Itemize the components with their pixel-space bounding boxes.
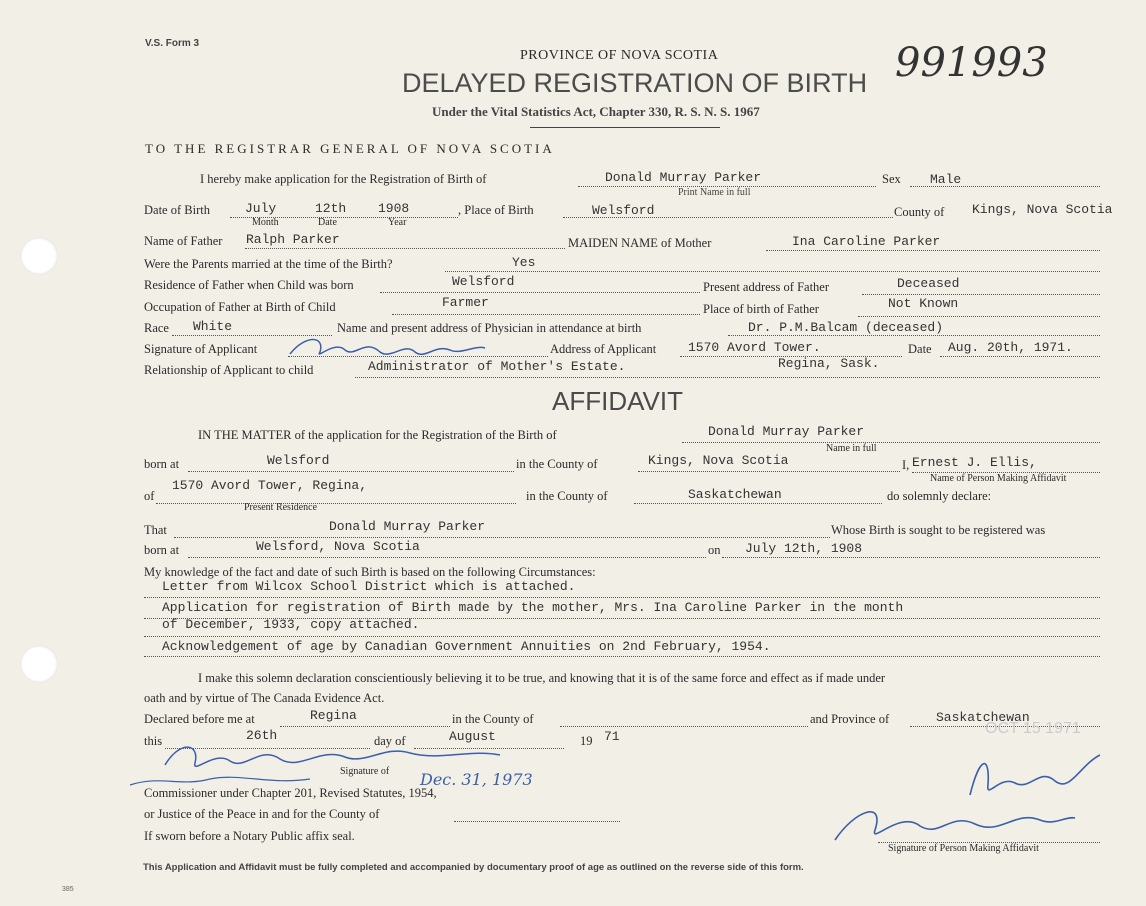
county-label-2: in the County of — [516, 457, 598, 471]
title-rule — [530, 127, 720, 128]
corner-code: 385 — [62, 886, 74, 893]
present-address-label: Present address of Father — [703, 280, 830, 294]
county-value-2: Kings, Nova Scotia — [648, 453, 789, 468]
born-at-value-2: Welsford, Nova Scotia — [256, 539, 420, 554]
of-label: of — [144, 489, 155, 503]
affidavit-title: AFFIDAVIT — [552, 386, 683, 416]
deponent-name: Ernest J. Ellis, — [912, 455, 1037, 470]
race-label: Race — [144, 321, 169, 335]
county-value-3: Saskatchewan — [688, 487, 782, 502]
matter-label: IN THE MATTER of the application for the Registration of the Birth of — [198, 428, 557, 442]
year-prefix: 19 — [580, 734, 593, 748]
application-intro: I hereby make application for the Registration of Birth of — [200, 172, 487, 186]
knowledge-text: My knowledge of the fact and date of such Birth is based on the following Circumstances: — [144, 565, 596, 579]
physician-label: Name and present address of Physician in attendance at birth — [337, 321, 642, 335]
married-value: Yes — [512, 255, 536, 270]
residence-note: Present Residence — [244, 502, 318, 513]
affidavit-child-name: Donald Murray Parker — [708, 424, 865, 439]
applicant-address-value: 1570 Avord Tower. — [688, 340, 821, 355]
born-at-label: born at — [144, 457, 180, 471]
svg-text:Dec. 31, 1973: Dec. 31, 1973 — [420, 770, 533, 789]
i-label: I, — [902, 458, 910, 472]
born-at-value: Welsford — [267, 453, 330, 468]
solemn-declaration-1: I make this solemn declaration conscientiously believing it to be true, and knowing that it is of the same force and effect as if made under — [198, 671, 886, 685]
date-value: Aug. 20th, 1971. — [948, 340, 1073, 355]
applicant-city: Regina, Sask. — [778, 356, 880, 371]
circumstance-line: of December, 1933, copy attached. — [162, 617, 420, 632]
circumstance-line: Application for registration of Birth made by the mother, Mrs. Ina Caroline Parker in the month — [162, 600, 904, 615]
in-county-label: in the County of — [452, 712, 534, 726]
day-of-label: day of — [374, 734, 406, 748]
date-note: Date — [318, 217, 337, 228]
year-suffix: 71 — [604, 729, 620, 744]
this-label: this — [144, 734, 163, 748]
signature-person-label: Signature of Person Making Affidavit — [888, 843, 1039, 854]
that-name: Donald Murray Parker — [329, 519, 486, 534]
that-label: That — [144, 523, 167, 537]
notary-text: If sworn before a Notary Public affix seal. — [144, 829, 355, 843]
mother-label: MAIDEN NAME of Mother — [568, 236, 712, 250]
punch-hole — [20, 237, 58, 275]
circumstance-line: Letter from Wilcox School District which is attached. — [162, 579, 576, 594]
registration-number: 991993 — [895, 40, 1048, 86]
pob-value: Welsford — [592, 203, 655, 218]
act-reference: Under the Vital Statistics Act, Chapter 330, R. S. N. S. 1967 — [432, 104, 760, 119]
married-label: Were the Parents married at the time of the Birth? — [144, 257, 393, 271]
applicant-address-label: Address of Applicant — [550, 342, 657, 356]
occupation-label: Occupation of Father at Birth of Child — [144, 300, 336, 314]
month-note: Month — [252, 217, 279, 228]
father-birthplace-label: Place of birth of Father — [703, 302, 819, 316]
dob-month: July — [245, 201, 277, 216]
residence-value: Welsford — [452, 274, 515, 289]
dob-date: 12th — [315, 201, 347, 216]
footer-note: This Application and Affidavit must be fully completed and accompanied by documentary proof of age as outlined on the reverse side of this form. — [143, 862, 804, 873]
on-label: on — [708, 543, 721, 557]
pob-label: , Place of Birth — [458, 203, 534, 217]
father-label: Name of Father — [144, 234, 223, 248]
relationship-label: Relationship of Applicant to child — [144, 363, 314, 377]
deponent-signature — [825, 790, 1085, 850]
relationship-value: Administrator of Mother's Estate. — [368, 359, 626, 374]
date-label: Date — [908, 342, 932, 356]
father-birthplace-value: Not Known — [888, 296, 959, 311]
applicant-signature-label: Signature of Applicant — [144, 342, 258, 356]
county-label: County of — [894, 205, 945, 219]
deponent-note: Name of Person Making Affidavit — [930, 473, 1067, 484]
received-stamp-date: OCT 15 1971 — [985, 720, 1081, 737]
residence-label: Residence of Father when Child was born — [144, 278, 354, 292]
present-address-value: Deceased — [897, 276, 960, 291]
name-in-full-note: Name in full — [826, 443, 877, 454]
commissioner-text: Commissioner under Chapter 201, Revised Statutes, 1954, — [144, 786, 437, 800]
county-value: Kings, Nova Scotia — [972, 202, 1113, 217]
addressee: TO THE REGISTRAR GENERAL OF NOVA SCOTIA — [145, 141, 555, 156]
form-title: DELAYED REGISTRATION OF BIRTH — [402, 68, 868, 98]
print-name-note: Print Name in full — [678, 187, 751, 198]
dob-year: 1908 — [378, 201, 410, 216]
sex-value: Male — [930, 172, 962, 187]
father-name: Ralph Parker — [246, 232, 340, 247]
declare-text: do solemnly declare: — [887, 489, 992, 503]
year-note: Year — [388, 217, 407, 228]
occupation-value: Farmer — [442, 295, 489, 310]
month-value: August — [449, 729, 496, 744]
physician-value: Dr. P.M.Balcam (deceased) — [748, 320, 944, 335]
province-heading: PROVINCE OF NOVA SCOTIA — [520, 48, 719, 63]
whose-birth-text: Whose Birth is sought to be registered was — [831, 523, 1046, 537]
declared-before-label: Declared before me at — [144, 712, 255, 726]
declared-at-value: Regina — [310, 708, 357, 723]
justice-text: or Justice of the Peace in and for the County of — [144, 807, 380, 821]
dob-label: Date of Birth — [144, 203, 210, 217]
day-value: 26th — [246, 728, 278, 743]
circumstance-line: Acknowledgement of age by Canadian Government Annuities on 2nd February, 1954. — [162, 639, 771, 654]
solemn-declaration-2: oath and by virtue of The Canada Evidence Act. — [144, 691, 385, 705]
race-value: White — [193, 319, 233, 334]
signature-of-label: Signature of — [340, 766, 390, 777]
province-value: Saskatchewan — [936, 710, 1030, 725]
county-label-3: in the County of — [526, 489, 608, 503]
child-name: Donald Murray Parker — [605, 170, 762, 185]
on-date: July 12th, 1908 — [745, 541, 863, 556]
province-label: and Province of — [810, 712, 890, 726]
form-number: V.S. Form 3 — [145, 38, 200, 49]
born-at-label-2: born at — [144, 543, 180, 557]
deponent-residence: 1570 Avord Tower, Regina, — [172, 478, 368, 493]
punch-hole — [20, 645, 58, 683]
mother-name: Ina Caroline Parker — [792, 234, 941, 249]
sex-label: Sex — [882, 172, 901, 186]
